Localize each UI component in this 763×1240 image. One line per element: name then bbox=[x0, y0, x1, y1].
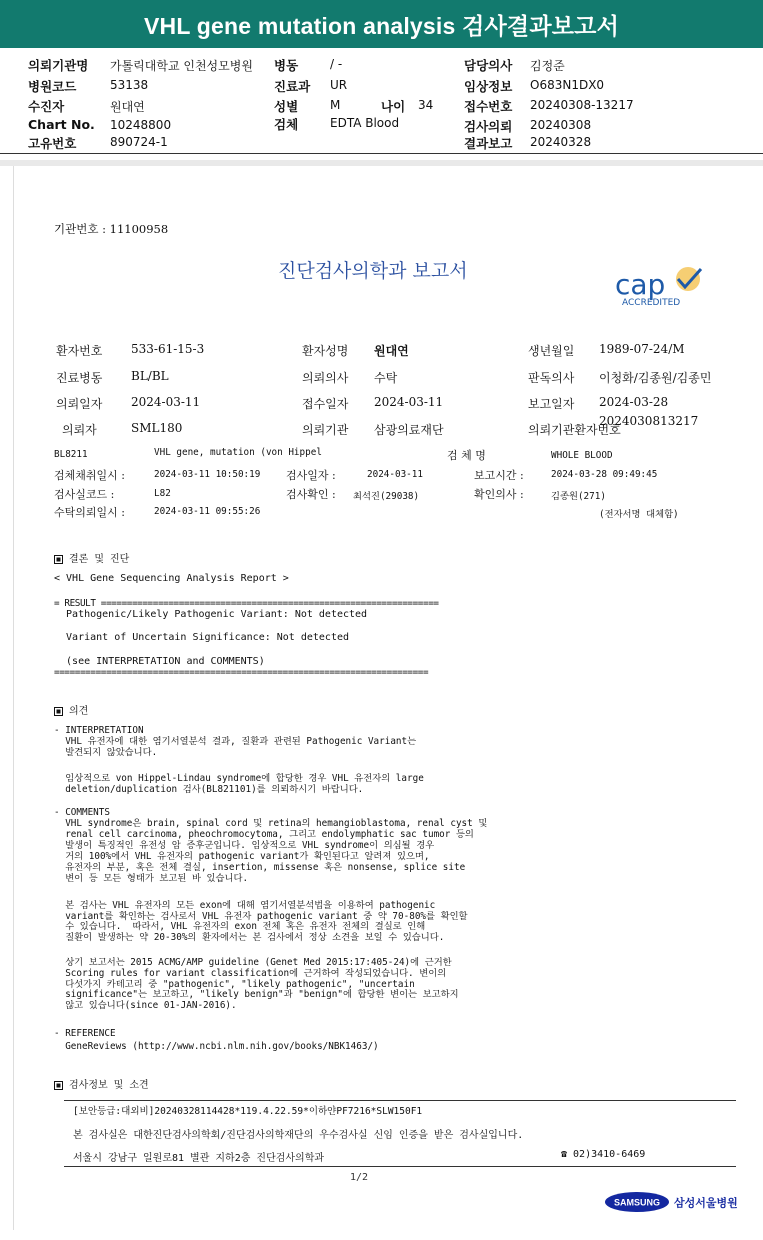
page-number: 1/2 bbox=[350, 1172, 369, 1183]
doctor-label: 확인의사 : bbox=[474, 488, 524, 501]
patient-field-value: 2024-03-11 bbox=[131, 395, 201, 409]
room-label: 검사실코드 : bbox=[54, 488, 115, 501]
lab-address: 서울시 강남구 일원로81 별관 지하2층 진단검사의학과 bbox=[73, 1153, 325, 1164]
cap-accredited-text: ACCREDITED bbox=[622, 298, 681, 308]
patient-field-label: 생년월일 bbox=[528, 344, 575, 358]
header-label: 진료과 bbox=[274, 79, 311, 94]
institution-number: 기관번호 : 11100958 bbox=[54, 222, 169, 236]
header-value: EDTA Blood bbox=[330, 116, 400, 130]
result-end-line: ======================================================================== bbox=[54, 667, 429, 678]
comments-body-1: VHL syndrome은 brain, spinal cord 및 retina의 hemangioblastoma, renal cyst 및 renal cell carcinoma, pheochromocytoma, 그리고 endolymphatic sac tumor 등의 발생이 특징적인 유전성 암 증후군입니다. 임상적으로 VHL syndrome이 의심될 경우 거의 100%에서 VHL 유전자의 pathogenic variant가 확인된다고 알려져 있으며, 유전자의 부분, 혹은 전체 결실, insertion, missense 혹은 nonsense, splice site 변이 등 모든 형태가 보고된 바 있습니다. bbox=[65, 818, 488, 884]
header-label: 병동 bbox=[274, 58, 299, 73]
test-code: BL8211 bbox=[54, 449, 88, 460]
section-bullet-icon bbox=[54, 555, 63, 564]
cap-logo-text: cap bbox=[615, 268, 666, 301]
patient-field-label: 의뢰의사 bbox=[302, 371, 349, 385]
header-value: 원대연 bbox=[110, 100, 145, 114]
header-value: O683N1DX0 bbox=[530, 78, 605, 92]
specimen-label: 검 체 명 bbox=[447, 449, 486, 462]
header-label: 검사의뢰 bbox=[464, 119, 513, 134]
header-value: 53138 bbox=[110, 78, 149, 92]
request-label: 수탁의뢰일시 : bbox=[54, 506, 125, 519]
section-result-heading: 결론 및 진단 bbox=[54, 550, 129, 565]
security-line: [보안등급:대외비]20240328114428*119.4.22.59*이하얀PF7216*SLW150F1 bbox=[73, 1106, 423, 1117]
confirm-label: 검사확인 : bbox=[286, 488, 336, 501]
report-heading: < VHL Gene Sequencing Analysis Report > bbox=[54, 573, 289, 584]
footer-top-rule bbox=[64, 1100, 736, 1101]
patient-field-value: 533-61-15-3 bbox=[131, 342, 205, 356]
patient-field-value: 2024030813217 bbox=[599, 414, 699, 428]
patient-field-label: 환자번호 bbox=[56, 344, 103, 358]
header-value: 20240308-13217 bbox=[530, 98, 634, 112]
header-value: 가톨릭대학교 인천성모병원 bbox=[110, 59, 253, 73]
footer-bottom-rule bbox=[64, 1166, 736, 1167]
patient-field-label: 환자성명 bbox=[302, 344, 349, 358]
header-label: 의뢰기관명 bbox=[28, 58, 89, 73]
report-title: 진단검사의학과 보고서 bbox=[278, 260, 468, 282]
patient-field-value: 2024-03-28 bbox=[599, 395, 669, 409]
samsung-logo-text: SAMSUNG bbox=[613, 1197, 661, 1208]
age-value: 34 bbox=[418, 98, 434, 112]
samsung-hospital-logo bbox=[604, 1190, 738, 1214]
esign-note: (전자서명 대체함) bbox=[599, 509, 679, 520]
header-label: 성별 bbox=[274, 99, 299, 114]
patient-field-value: 원대연 bbox=[374, 344, 409, 358]
patient-field-value: 이청화/김종원/김종민 bbox=[599, 371, 712, 385]
header-value: M bbox=[330, 98, 341, 112]
result-line-vus: Variant of Uncertain Significance: Not detected bbox=[54, 632, 350, 643]
interpretation-heading: - INTERPRETATION bbox=[54, 725, 144, 736]
header-label: 접수번호 bbox=[464, 99, 513, 114]
patient-field-value: 1989-07-24/M bbox=[599, 342, 685, 356]
reporttime-value: 2024-03-28 09:49:45 bbox=[551, 469, 658, 480]
test-name: VHL gene, mutation (von Hippel bbox=[154, 447, 322, 458]
patient-field-label: 의뢰기관환자번호 bbox=[528, 423, 621, 437]
header-label: 검체 bbox=[274, 117, 299, 132]
interpretation-body-1: VHL 유전자에 대한 염기서열분석 결과, 질환과 관련된 Pathogenic Variant는 발견되지 않았습니다. bbox=[65, 736, 417, 758]
specimen-value: WHOLE BLOOD bbox=[551, 450, 613, 461]
certification-line: 본 검사실은 대한진단검사의학회/진단검사의학재단의 우수검사실 신임 인증을 받은 검사실입니다. bbox=[73, 1130, 524, 1141]
reference-heading: - REFERENCE bbox=[54, 1028, 116, 1039]
comments-body-2: 본 검사는 VHL 유전자의 모든 exon에 대해 염기서열분석법을 이용하여 pathogenic variant를 확인하는 검사로서 VHL 유전자 pathogenic variant 중 약 70-80%를 확인할 수 있습니다. 따라서, VHL 유전자의 exon 전체 혹은 유전자 전체의 결실로 인해 질환이 발생하는 약 20-30%의 환자에서는 본 검사에서 정상 소견을 보일 수 있습니다. bbox=[65, 900, 468, 943]
patient-field-label: 의뢰자 bbox=[62, 423, 97, 437]
patient-field-label: 진료병동 bbox=[56, 371, 103, 385]
report-sheet bbox=[14, 166, 763, 1230]
request-value: 2024-03-11 09:55:26 bbox=[154, 506, 261, 517]
result-line-pathogenic: Pathogenic/Likely Pathogenic Variant: Not detected bbox=[54, 609, 368, 620]
testdate-value: 2024-03-11 bbox=[367, 469, 423, 480]
confirm-value: 최석진(29038) bbox=[353, 491, 420, 502]
patient-field-label: 의뢰일자 bbox=[56, 397, 103, 411]
header-label: 수진자 bbox=[28, 99, 65, 114]
patient-field-value: BL/BL bbox=[131, 369, 169, 383]
patient-field-label: 판독의사 bbox=[528, 371, 575, 385]
patient-field-label: 보고일자 bbox=[528, 397, 575, 411]
header-label: 결과보고 bbox=[464, 136, 513, 151]
section-bullet-icon bbox=[54, 707, 63, 716]
patient-field-label: 의뢰기관 bbox=[302, 423, 349, 437]
header-label: 담당의사 bbox=[464, 58, 513, 73]
header-value: 890724-1 bbox=[110, 135, 168, 149]
result-start-line: = RESULT ================================================================= bbox=[54, 598, 439, 609]
cap-logo bbox=[614, 264, 710, 308]
collect-label: 검체채취일시 : bbox=[54, 469, 125, 482]
testdate-label: 검사일자 : bbox=[286, 469, 336, 482]
hospital-logo-text: 삼성서울병원 bbox=[674, 1196, 738, 1210]
patient-field-label: 접수일자 bbox=[302, 397, 349, 411]
interpretation-body-2: 임상적으로 von Hippel-Lindau syndrome에 합당한 경우 VHL 유전자의 large deletion/duplication 검사(BL821101)를 의뢰하시기 바랍니다. bbox=[65, 773, 424, 795]
reporttime-label: 보고시간 : bbox=[474, 469, 524, 482]
header-label: 고유번호 bbox=[28, 136, 77, 151]
header-value: 김정준 bbox=[530, 59, 565, 73]
reference-body: GeneReviews (http://www.ncbi.nlm.nih.gov/books/NBK1463/) bbox=[54, 1041, 379, 1052]
patient-field-value: 2024-03-11 bbox=[374, 395, 444, 409]
comments-body-3: 상기 보고서는 2015 ACMG/AMP guideline (Genet Med 2015:17:405-24)에 근거한 Scoring rules for variant classification에 근거하여 작성되었습니다. 변이의 다섯가지 카테고리 중 "pathogenic", "likely pathogenic", "uncertain significance"는 보고하고, "likely benign"과 "benign"에 합당한 변이는 보고하지 않고 있습니다(since 01-JAN-2016). bbox=[65, 957, 459, 1012]
header-value: 20240328 bbox=[530, 135, 592, 149]
result-line-see: (see INTERPRETATION and COMMENTS) bbox=[54, 656, 265, 667]
header-value: 20240308 bbox=[530, 118, 592, 132]
header-label: 병원코드 bbox=[28, 79, 77, 94]
collect-value: 2024-03-11 10:50:19 bbox=[154, 469, 261, 480]
room-value: L82 bbox=[154, 488, 171, 499]
age-label: 나이 bbox=[381, 99, 406, 114]
header-value: 10248800 bbox=[110, 118, 172, 132]
header-label: Chart No. bbox=[28, 117, 95, 132]
report-banner: VHL gene mutation analysis 검사결과보고서 bbox=[0, 0, 763, 48]
section-bullet-icon bbox=[54, 1081, 63, 1090]
section-opinion-heading: 의견 bbox=[54, 702, 88, 717]
lab-phone: ☎ 02)3410-6469 bbox=[561, 1149, 646, 1160]
header-value: / - bbox=[330, 57, 343, 71]
doctor-value: 김종원(271) bbox=[551, 491, 606, 502]
section-info-heading: 검사정보 및 소견 bbox=[54, 1076, 149, 1091]
header-label: 임상정보 bbox=[464, 79, 513, 94]
header-value: UR bbox=[330, 78, 348, 92]
patient-field-value: SML180 bbox=[131, 421, 183, 435]
comments-heading: - COMMENTS bbox=[54, 807, 110, 818]
header-divider bbox=[0, 153, 763, 154]
patient-field-value: 수탁 bbox=[374, 371, 398, 385]
patient-field-value: 삼광의료재단 bbox=[374, 423, 444, 437]
